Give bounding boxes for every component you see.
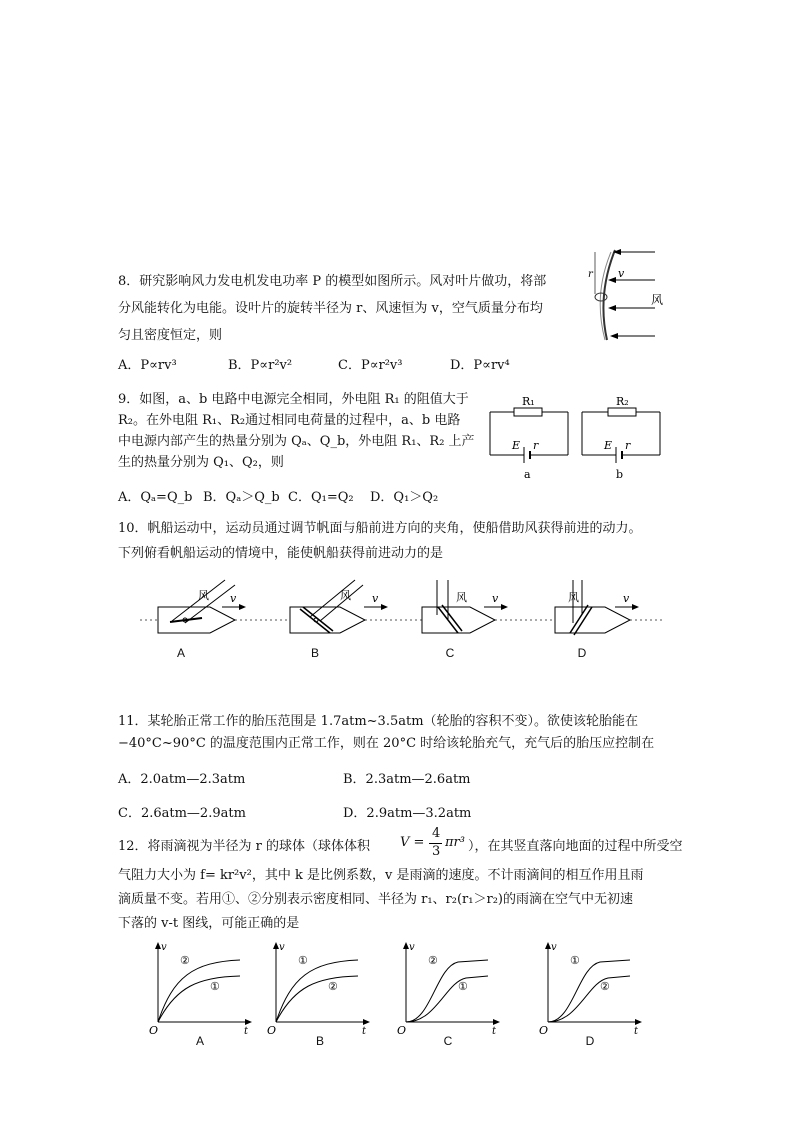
curve-upper bbox=[158, 960, 240, 1022]
axis-v-label: v bbox=[279, 942, 285, 953]
q10-wind-a: 风 bbox=[198, 589, 209, 602]
q9-internal-r-b-label: r bbox=[625, 439, 631, 452]
axis-t-label: t bbox=[362, 1026, 367, 1037]
curve-upper-label: ② bbox=[428, 954, 438, 967]
q10-label-d: D bbox=[577, 646, 587, 660]
q11-line2: −40°C~90°C 的温度范围内正常工作，则在 20°C 时给该轮胎充气，充气后的胎压应控制在 bbox=[118, 736, 655, 751]
axis-v-label: v bbox=[409, 942, 415, 953]
q9-line1: 9．如图，a、b 电路中电源完全相同，外电阻 R₁ 的阻值大于 bbox=[118, 392, 469, 407]
curve-upper-label: ① bbox=[298, 954, 308, 967]
axis-t-label: t bbox=[244, 1026, 249, 1037]
q9-circuit-b bbox=[582, 395, 667, 485]
q12-line2: 气阻力大小为 f= kr²v²，其中 k 是比例系数，v 是雨滴的速度。不计雨滴间的相互作用且雨 bbox=[118, 868, 644, 883]
q10-wind-d: 风 bbox=[568, 591, 579, 604]
q12-graph-d bbox=[540, 940, 645, 1035]
q11-option-d: D．2.9atm—3.2atm bbox=[343, 806, 472, 821]
curve-upper-label: ② bbox=[180, 954, 190, 967]
q10-label-c: C bbox=[445, 646, 455, 660]
q12-formula-rest: πr³ bbox=[445, 835, 465, 850]
curve-lower bbox=[548, 976, 630, 1022]
q9-circuit-a-label: a bbox=[524, 468, 531, 481]
t-axis-arrow bbox=[363, 1019, 370, 1025]
curve-upper bbox=[548, 960, 630, 1022]
q9-emf-a-label: E bbox=[512, 439, 521, 452]
q9-option-a: A．Qₐ=Q_b bbox=[118, 490, 193, 505]
q8-line1: 8．研究影响风力发电机发电功率 P 的模型如图所示。风对叶片做功，将部 bbox=[118, 274, 547, 289]
curve-lower-label: ① bbox=[458, 980, 468, 993]
q9-circuit-a bbox=[490, 395, 575, 485]
q9-r2-label: R₂ bbox=[616, 395, 629, 408]
q12-line1a: 12．将雨滴视为半径为 r 的球体（球体体积 bbox=[118, 839, 371, 854]
q10-boat-c bbox=[422, 580, 508, 633]
q10-line2: 下列俯看帆船运动的情境中，能使帆船获得前进动力的是 bbox=[118, 546, 444, 561]
curve-lower-label: ② bbox=[328, 980, 338, 993]
q12-label-d: D bbox=[585, 1034, 595, 1048]
q9-emf-b-label: E bbox=[604, 439, 613, 452]
q8-radius-label: r bbox=[588, 269, 593, 280]
axis-v-label: v bbox=[551, 942, 557, 953]
q9-circuit-b-label: b bbox=[616, 468, 624, 481]
q11-line1: 11．某轮胎正常工作的胎压范围是 1.7atm~3.5atm（轮胎的容积不变）。欲使该轮胎能在 bbox=[118, 714, 639, 729]
axis-v-label: v bbox=[161, 942, 167, 953]
curve-lower-label: ① bbox=[210, 980, 220, 993]
curve-lower bbox=[406, 976, 488, 1022]
curve-lower bbox=[276, 976, 358, 1022]
q12-line3: 滴质量不变。若用①、②分别表示密度相同、半径为 r₁、r₂(r₁＞r₂)的雨滴在空气中无初速 bbox=[118, 892, 633, 907]
q12-graph-b bbox=[268, 940, 373, 1035]
q10-label-a: A bbox=[176, 646, 185, 660]
q10-v-b: v bbox=[372, 592, 379, 605]
q8-line2: 分风能转化为电能。设叶片的旋转半径为 r、风速恒为 v，空气质量分布均 bbox=[118, 301, 543, 316]
q11-option-b: B．2.3atm—2.6atm bbox=[343, 772, 471, 787]
t-axis-arrow bbox=[245, 1019, 252, 1025]
q12-line1b: ），在其竖直落向地面的过程中所受空 bbox=[468, 839, 683, 854]
q8-option-b: B．P∝r²v² bbox=[228, 358, 293, 373]
q9-internal-r-a-label: r bbox=[533, 439, 539, 452]
q8-option-c: C．P∝r²v³ bbox=[338, 358, 403, 373]
q10-wind-c: 风 bbox=[456, 591, 467, 604]
q10-label-b: B bbox=[310, 646, 319, 660]
curve-upper bbox=[406, 960, 488, 1022]
curve-upper bbox=[276, 960, 358, 1022]
q11-option-c: C．2.6atm—2.9atm bbox=[118, 806, 246, 821]
q9-option-c: C．Q₁=Q₂ bbox=[288, 490, 354, 505]
q8-velocity-label: v bbox=[618, 267, 625, 280]
q10-v-c: v bbox=[492, 592, 499, 605]
q12-graph-a bbox=[150, 940, 255, 1035]
q12-formula-lhs: V = bbox=[400, 835, 425, 850]
q8-windmill-figure bbox=[585, 240, 685, 350]
q10-v-d: v bbox=[623, 592, 630, 605]
t-axis-arrow bbox=[635, 1019, 642, 1025]
curve-lower bbox=[158, 976, 240, 1022]
q12-graph-c bbox=[398, 940, 503, 1035]
q9-option-d: D．Q₁＞Q₂ bbox=[370, 490, 439, 505]
origin-label: O bbox=[149, 1024, 159, 1037]
q12-formula-num: 4 bbox=[432, 826, 441, 841]
q10-boat-a bbox=[158, 580, 246, 633]
t-axis-arrow bbox=[493, 1019, 500, 1025]
q8-wind-label: 风 bbox=[651, 293, 664, 307]
q10-line1: 10．帆船运动中，运动员通过调节帆面与船前进方向的夹角，使船借助风获得前进的动力。 bbox=[118, 521, 642, 536]
q10-boat-d bbox=[555, 580, 639, 635]
curve-lower-label: ② bbox=[600, 980, 610, 993]
q9-r1-label: R₁ bbox=[522, 395, 535, 408]
q10-v-a: v bbox=[230, 592, 237, 605]
q8-option-a: A．P∝rv³ bbox=[118, 358, 177, 373]
q11-option-a: A．2.0atm—2.3atm bbox=[118, 772, 246, 787]
q9-option-b: B．Qₐ＞Q_b bbox=[203, 490, 280, 505]
q12-label-a: A bbox=[195, 1034, 204, 1048]
origin-label: O bbox=[267, 1024, 277, 1037]
q12-label-c: C bbox=[443, 1034, 453, 1048]
axis-t-label: t bbox=[634, 1026, 639, 1037]
axis-t-label: t bbox=[492, 1026, 497, 1037]
curve-upper-label: ① bbox=[570, 954, 580, 967]
q12-formula-den: 3 bbox=[432, 844, 441, 859]
q9-line2: R₂。在外电阻 R₁、R₂通过相同电荷量的过程中，a、b 电路 bbox=[118, 413, 461, 428]
q10-boat-b bbox=[290, 580, 388, 633]
q10-wind-b: 风 bbox=[340, 589, 351, 602]
origin-label: O bbox=[397, 1024, 407, 1037]
q12-label-b: B bbox=[315, 1034, 324, 1048]
q8-option-d: D．P∝rv⁴ bbox=[450, 358, 510, 373]
origin-label: O bbox=[539, 1024, 549, 1037]
q9-line4: 生的热量分别为 Q₁、Q₂，则 bbox=[118, 455, 284, 470]
q8-line3: 匀且密度恒定，则 bbox=[118, 328, 223, 343]
q12-line4: 下落的 v-t 图线，可能正确的是 bbox=[118, 916, 300, 931]
q9-line3: 中电源内部产生的热量分别为 Qₐ、Q_b，外电阻 R₁、R₂ 上产 bbox=[118, 434, 475, 449]
